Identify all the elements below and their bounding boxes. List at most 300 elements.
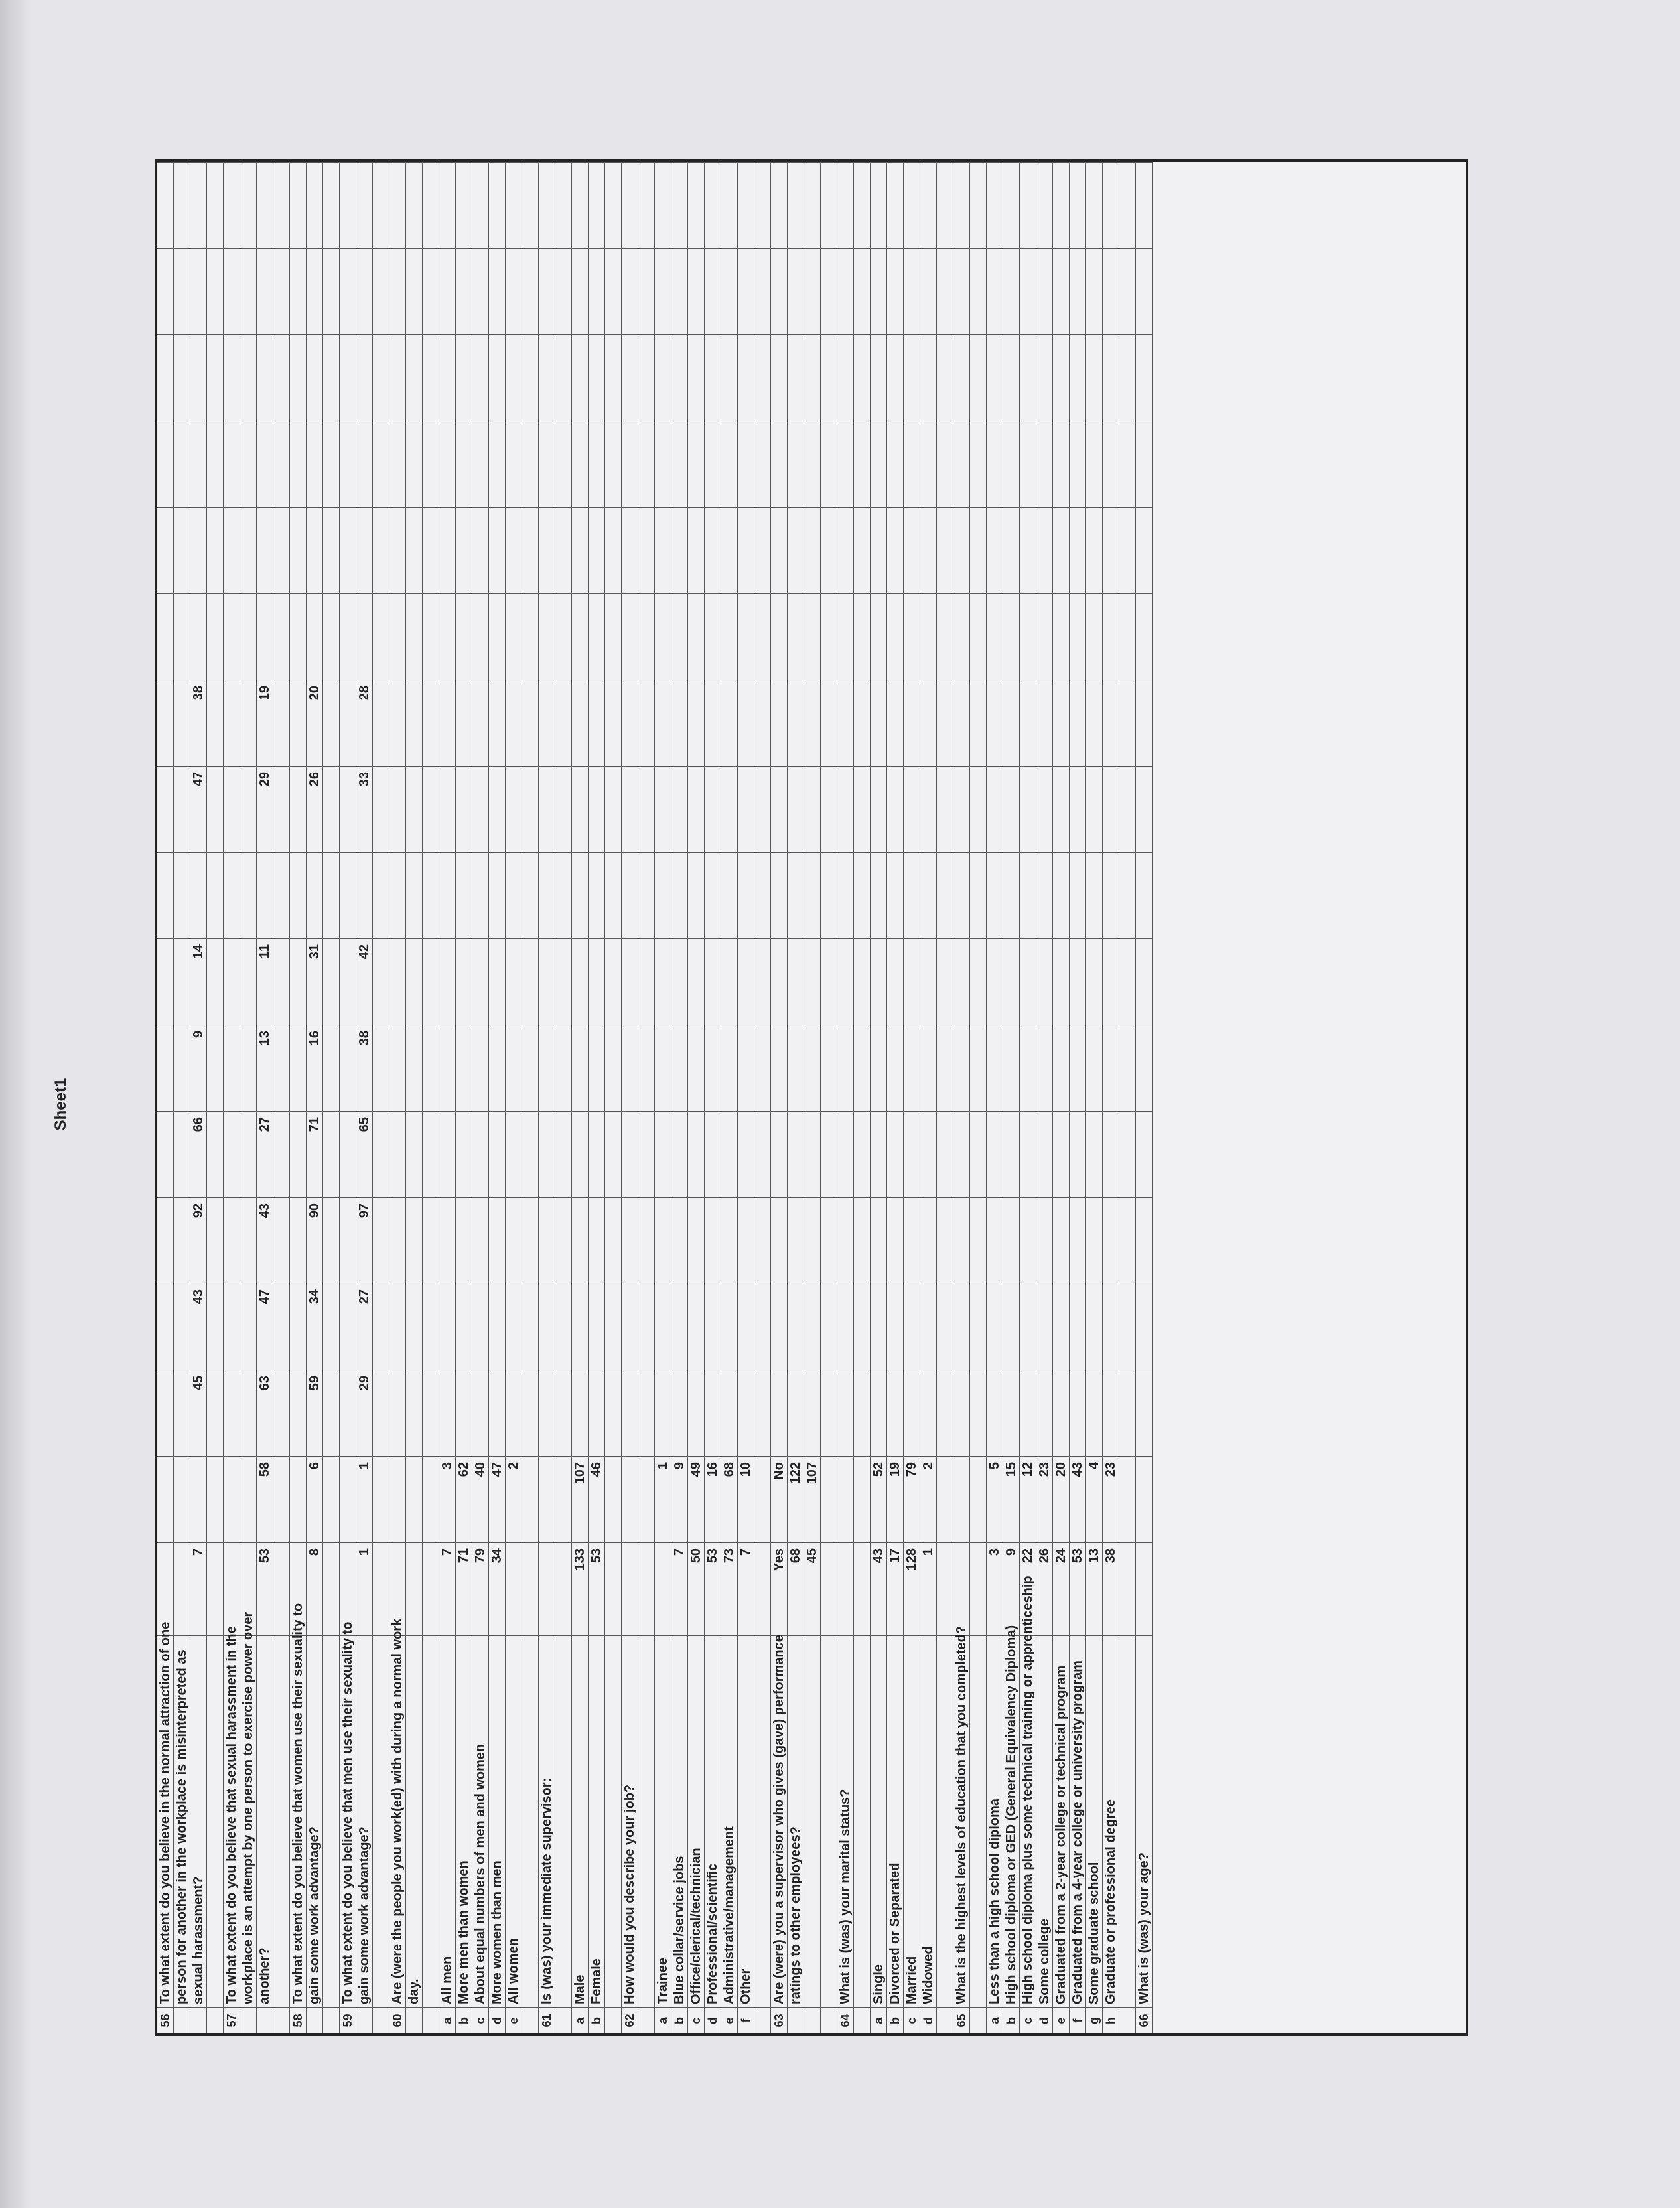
value-cell: 128 bbox=[904, 1542, 920, 1635]
value-cell bbox=[754, 766, 771, 852]
value-cell bbox=[655, 593, 671, 680]
value-cell bbox=[671, 507, 688, 593]
value-cell bbox=[406, 1456, 423, 1542]
row-label-cell: g bbox=[1086, 2007, 1103, 2033]
value-cell bbox=[373, 938, 389, 1025]
value-cell bbox=[273, 334, 290, 421]
value-cell bbox=[224, 1197, 240, 1284]
value-cell bbox=[406, 852, 423, 938]
value-cell bbox=[837, 334, 854, 421]
value-cell bbox=[655, 766, 671, 852]
value-cell bbox=[871, 852, 887, 938]
question-text-cell bbox=[804, 1635, 821, 2007]
value-cell bbox=[1119, 507, 1136, 593]
row-label-cell bbox=[937, 2007, 953, 2033]
row-label-cell: a bbox=[572, 2007, 589, 2033]
value-cell bbox=[439, 421, 456, 507]
row-label-cell bbox=[406, 2007, 423, 2033]
value-cell bbox=[240, 852, 257, 938]
value-cell bbox=[688, 248, 705, 334]
value-cell bbox=[788, 938, 804, 1025]
value-cell bbox=[854, 766, 871, 852]
value-cell bbox=[754, 334, 771, 421]
value-cell bbox=[920, 1025, 937, 1111]
value-cell bbox=[771, 248, 788, 334]
value-cell bbox=[837, 162, 854, 248]
value-cell bbox=[356, 159, 373, 162]
value-cell bbox=[157, 1284, 174, 1370]
value-cell bbox=[705, 938, 721, 1025]
value-cell bbox=[738, 159, 754, 162]
value-cell bbox=[638, 680, 655, 766]
value-cell bbox=[157, 248, 174, 334]
value-cell bbox=[1136, 248, 1153, 334]
value-cell bbox=[439, 852, 456, 938]
value-cell bbox=[190, 421, 207, 507]
value-cell bbox=[290, 852, 307, 938]
value-cell bbox=[389, 1542, 406, 1635]
value-cell bbox=[622, 680, 638, 766]
row-label-cell: 57 bbox=[224, 2007, 240, 2033]
value-cell bbox=[821, 1111, 837, 1197]
value-cell bbox=[1053, 421, 1070, 507]
value-cell: 2 bbox=[506, 1456, 522, 1542]
question-text-cell: another? bbox=[257, 1635, 273, 2007]
value-cell: 63 bbox=[257, 1370, 273, 1456]
value-cell bbox=[1136, 1111, 1153, 1197]
value-cell bbox=[705, 248, 721, 334]
value-cell bbox=[754, 1111, 771, 1197]
value-cell: 45 bbox=[190, 1370, 207, 1456]
value-cell bbox=[290, 507, 307, 593]
value-cell bbox=[257, 334, 273, 421]
value-cell bbox=[854, 334, 871, 421]
question-text-cell: Single bbox=[871, 1635, 887, 2007]
value-cell bbox=[771, 1197, 788, 1284]
value-cell: 7 bbox=[190, 1542, 207, 1635]
value-cell bbox=[920, 1284, 937, 1370]
value-cell bbox=[987, 1370, 1003, 1456]
value-cell bbox=[804, 1025, 821, 1111]
value-cell bbox=[904, 507, 920, 593]
row-label-cell: b bbox=[671, 2007, 688, 2033]
value-cell bbox=[655, 938, 671, 1025]
value-cell: 1 bbox=[356, 1542, 373, 1635]
value-cell bbox=[887, 159, 904, 162]
value-cell: 17 bbox=[887, 1542, 904, 1635]
value-cell bbox=[854, 938, 871, 1025]
question-text-cell: Graduated from a 4-year college or university program bbox=[1070, 1635, 1086, 2007]
value-cell bbox=[970, 159, 987, 162]
value-cell bbox=[1103, 507, 1119, 593]
value-cell bbox=[904, 1111, 920, 1197]
row-label-cell: 62 bbox=[622, 2007, 638, 2033]
value-cell bbox=[953, 1456, 970, 1542]
value-cell bbox=[273, 1284, 290, 1370]
value-cell bbox=[987, 938, 1003, 1025]
value-cell bbox=[290, 1542, 307, 1635]
value-cell bbox=[688, 162, 705, 248]
value-cell bbox=[622, 421, 638, 507]
value-cell bbox=[207, 1542, 224, 1635]
value-cell: Yes bbox=[771, 1542, 788, 1635]
value-cell: 107 bbox=[572, 1456, 589, 1542]
value-cell bbox=[373, 593, 389, 680]
value-cell bbox=[224, 1542, 240, 1635]
value-cell bbox=[439, 1284, 456, 1370]
value-cell bbox=[489, 593, 506, 680]
value-cell bbox=[1136, 593, 1153, 680]
value-cell bbox=[224, 766, 240, 852]
value-cell bbox=[273, 1456, 290, 1542]
value-cell bbox=[423, 248, 439, 334]
value-cell bbox=[489, 1111, 506, 1197]
value-cell bbox=[788, 421, 804, 507]
value-cell bbox=[854, 162, 871, 248]
value-cell bbox=[522, 162, 539, 248]
value-cell bbox=[273, 248, 290, 334]
value-cell bbox=[240, 593, 257, 680]
value-cell bbox=[1119, 1111, 1136, 1197]
value-cell: 33 bbox=[356, 766, 373, 852]
value-cell bbox=[572, 248, 589, 334]
value-cell bbox=[738, 1197, 754, 1284]
question-text-cell: Widowed bbox=[920, 1635, 937, 2007]
value-cell bbox=[356, 334, 373, 421]
value-cell bbox=[788, 334, 804, 421]
value-cell bbox=[705, 421, 721, 507]
value-cell bbox=[522, 852, 539, 938]
value-cell bbox=[323, 421, 340, 507]
value-cell bbox=[887, 1284, 904, 1370]
value-cell bbox=[1136, 334, 1153, 421]
value-cell bbox=[1103, 1370, 1119, 1456]
value-cell bbox=[904, 680, 920, 766]
value-cell bbox=[522, 159, 539, 162]
value-cell bbox=[1103, 938, 1119, 1025]
value-cell bbox=[539, 248, 555, 334]
value-cell bbox=[373, 766, 389, 852]
value-cell bbox=[953, 334, 970, 421]
value-cell bbox=[721, 1025, 738, 1111]
value-cell bbox=[1070, 852, 1086, 938]
value-cell: 9 bbox=[671, 1456, 688, 1542]
value-cell bbox=[754, 248, 771, 334]
value-cell bbox=[688, 1284, 705, 1370]
value-cell: 34 bbox=[307, 1284, 323, 1370]
value-cell bbox=[190, 1456, 207, 1542]
value-cell bbox=[953, 680, 970, 766]
row-label-cell: a bbox=[439, 2007, 456, 2033]
value-cell bbox=[1036, 248, 1053, 334]
value-cell bbox=[240, 159, 257, 162]
value-cell bbox=[655, 507, 671, 593]
value-cell bbox=[273, 1370, 290, 1456]
value-cell bbox=[904, 852, 920, 938]
value-cell bbox=[953, 1025, 970, 1111]
value-cell bbox=[754, 1284, 771, 1370]
value-cell: 3 bbox=[439, 1456, 456, 1542]
value-cell bbox=[688, 938, 705, 1025]
value-cell bbox=[340, 421, 356, 507]
value-cell bbox=[953, 1111, 970, 1197]
value-cell bbox=[240, 1284, 257, 1370]
value-cell bbox=[987, 162, 1003, 248]
value-cell bbox=[1053, 766, 1070, 852]
value-cell bbox=[1103, 593, 1119, 680]
value-cell bbox=[671, 852, 688, 938]
value-cell bbox=[721, 162, 738, 248]
value-cell bbox=[406, 938, 423, 1025]
value-cell bbox=[1020, 162, 1036, 248]
value-cell bbox=[622, 159, 638, 162]
value-cell bbox=[572, 507, 589, 593]
value-cell bbox=[821, 248, 837, 334]
value-cell: 3 bbox=[987, 1542, 1003, 1635]
value-cell: 58 bbox=[257, 1456, 273, 1542]
value-cell bbox=[1070, 421, 1086, 507]
value-cell bbox=[738, 766, 754, 852]
value-cell bbox=[539, 852, 555, 938]
value-cell bbox=[987, 766, 1003, 852]
value-cell bbox=[257, 593, 273, 680]
value-cell bbox=[987, 1111, 1003, 1197]
value-cell bbox=[904, 766, 920, 852]
value-cell bbox=[871, 1370, 887, 1456]
value-cell bbox=[987, 507, 1003, 593]
value-cell: 38 bbox=[1103, 1542, 1119, 1635]
value-cell bbox=[489, 680, 506, 766]
value-cell bbox=[373, 507, 389, 593]
question-text-cell: All women bbox=[506, 1635, 522, 2007]
value-cell bbox=[522, 421, 539, 507]
value-cell bbox=[1136, 938, 1153, 1025]
value-cell bbox=[240, 162, 257, 248]
value-cell bbox=[456, 1284, 472, 1370]
value-cell bbox=[589, 593, 605, 680]
question-text-cell: day. bbox=[406, 1635, 423, 2007]
value-cell bbox=[1103, 852, 1119, 938]
value-cell bbox=[406, 593, 423, 680]
value-cell bbox=[721, 680, 738, 766]
value-cell bbox=[788, 1284, 804, 1370]
value-cell bbox=[472, 162, 489, 248]
value-cell bbox=[1036, 680, 1053, 766]
value-cell bbox=[307, 852, 323, 938]
value-cell bbox=[1036, 1111, 1053, 1197]
value-cell bbox=[721, 766, 738, 852]
value-cell bbox=[489, 1025, 506, 1111]
value-cell bbox=[1036, 159, 1053, 162]
value-cell bbox=[837, 159, 854, 162]
value-cell bbox=[970, 852, 987, 938]
value-cell bbox=[771, 159, 788, 162]
value-cell bbox=[920, 248, 937, 334]
value-cell bbox=[638, 938, 655, 1025]
value-cell: 16 bbox=[705, 1456, 721, 1542]
value-cell bbox=[953, 162, 970, 248]
value-cell bbox=[1053, 852, 1070, 938]
value-cell bbox=[821, 421, 837, 507]
value-cell bbox=[257, 162, 273, 248]
row-label-cell bbox=[190, 2007, 207, 2033]
value-cell bbox=[340, 1542, 356, 1635]
value-cell bbox=[1020, 334, 1036, 421]
value-cell bbox=[174, 162, 190, 248]
value-cell bbox=[307, 248, 323, 334]
question-text-cell: To what extent do you believe that women use their sexuality to bbox=[290, 1635, 307, 2007]
value-cell: 43 bbox=[1070, 1456, 1086, 1542]
value-cell bbox=[1020, 593, 1036, 680]
value-cell bbox=[589, 1111, 605, 1197]
value-cell bbox=[821, 1025, 837, 1111]
value-cell bbox=[389, 1197, 406, 1284]
value-cell bbox=[821, 938, 837, 1025]
value-cell bbox=[157, 852, 174, 938]
value-cell: 42 bbox=[356, 938, 373, 1025]
question-text-cell bbox=[423, 1635, 439, 2007]
value-cell bbox=[1086, 1111, 1103, 1197]
value-cell bbox=[307, 507, 323, 593]
value-cell bbox=[671, 1111, 688, 1197]
value-cell bbox=[489, 1284, 506, 1370]
value-cell bbox=[555, 852, 572, 938]
value-cell: 122 bbox=[788, 1456, 804, 1542]
value-cell bbox=[953, 159, 970, 162]
value-cell bbox=[157, 1197, 174, 1284]
value-cell: 9 bbox=[1003, 1542, 1020, 1635]
value-cell bbox=[655, 1370, 671, 1456]
value-cell bbox=[589, 421, 605, 507]
question-text-cell: gain some work advantage? bbox=[307, 1635, 323, 2007]
value-cell bbox=[1053, 1284, 1070, 1370]
value-cell bbox=[340, 593, 356, 680]
value-cell bbox=[522, 593, 539, 680]
value-cell bbox=[340, 1456, 356, 1542]
value-cell bbox=[555, 162, 572, 248]
value-cell bbox=[970, 593, 987, 680]
value-cell bbox=[788, 852, 804, 938]
value-cell: 13 bbox=[257, 1025, 273, 1111]
value-cell bbox=[837, 938, 854, 1025]
value-cell bbox=[721, 248, 738, 334]
value-cell bbox=[970, 334, 987, 421]
value-cell bbox=[1003, 159, 1020, 162]
value-cell bbox=[937, 680, 953, 766]
value-cell bbox=[788, 766, 804, 852]
value-cell bbox=[804, 1197, 821, 1284]
value-cell bbox=[705, 1197, 721, 1284]
value-cell: 53 bbox=[257, 1542, 273, 1635]
value-cell bbox=[804, 1284, 821, 1370]
value-cell bbox=[439, 1370, 456, 1456]
value-cell bbox=[539, 1111, 555, 1197]
question-text-cell: Blue collar/service jobs bbox=[671, 1635, 688, 2007]
value-cell bbox=[472, 766, 489, 852]
value-cell bbox=[157, 421, 174, 507]
value-cell bbox=[589, 159, 605, 162]
value-cell: 16 bbox=[307, 1025, 323, 1111]
value-cell bbox=[439, 1197, 456, 1284]
page-edge bbox=[0, 0, 32, 2208]
value-cell bbox=[1136, 1542, 1153, 1635]
value-cell bbox=[1119, 1370, 1136, 1456]
value-cell bbox=[522, 1111, 539, 1197]
value-cell bbox=[804, 938, 821, 1025]
value-cell bbox=[622, 248, 638, 334]
value-cell: 7 bbox=[671, 1542, 688, 1635]
value-cell bbox=[1103, 162, 1119, 248]
value-cell bbox=[622, 766, 638, 852]
value-cell bbox=[671, 593, 688, 680]
value-cell bbox=[522, 334, 539, 421]
value-cell bbox=[721, 938, 738, 1025]
value-cell bbox=[323, 680, 340, 766]
value-cell bbox=[489, 852, 506, 938]
value-cell bbox=[721, 334, 738, 421]
question-text-cell: Administrative/management bbox=[721, 1635, 738, 2007]
value-cell bbox=[389, 1284, 406, 1370]
value-cell bbox=[738, 1370, 754, 1456]
value-cell bbox=[688, 1370, 705, 1456]
value-cell bbox=[356, 593, 373, 680]
value-cell: 47 bbox=[190, 766, 207, 852]
value-cell bbox=[1136, 507, 1153, 593]
value-cell bbox=[406, 1197, 423, 1284]
value-cell bbox=[638, 1284, 655, 1370]
value-cell bbox=[987, 248, 1003, 334]
value-cell bbox=[1020, 766, 1036, 852]
value-cell bbox=[240, 1197, 257, 1284]
value-cell bbox=[688, 1025, 705, 1111]
question-text-cell bbox=[970, 1635, 987, 2007]
value-cell bbox=[771, 334, 788, 421]
value-cell bbox=[804, 593, 821, 680]
value-cell bbox=[456, 1025, 472, 1111]
value-cell bbox=[207, 1111, 224, 1197]
row-label-cell bbox=[638, 2007, 655, 2033]
value-cell bbox=[472, 1284, 489, 1370]
question-text-cell: What is (was) your age? bbox=[1136, 1635, 1153, 2007]
value-cell bbox=[920, 334, 937, 421]
value-cell bbox=[1086, 766, 1103, 852]
question-text-cell bbox=[854, 1635, 871, 2007]
value-cell bbox=[555, 1111, 572, 1197]
value-cell bbox=[953, 766, 970, 852]
row-label-cell: d bbox=[489, 2007, 506, 2033]
value-cell bbox=[837, 593, 854, 680]
value-cell bbox=[937, 1025, 953, 1111]
value-cell bbox=[970, 1284, 987, 1370]
value-cell bbox=[605, 162, 622, 248]
value-cell: 53 bbox=[1070, 1542, 1086, 1635]
value-cell: 14 bbox=[190, 938, 207, 1025]
value-cell bbox=[423, 938, 439, 1025]
value-cell bbox=[572, 680, 589, 766]
value-cell: 62 bbox=[456, 1456, 472, 1542]
value-cell: 45 bbox=[804, 1542, 821, 1635]
value-cell bbox=[555, 334, 572, 421]
value-cell bbox=[655, 1542, 671, 1635]
value-cell bbox=[738, 1025, 754, 1111]
value-cell bbox=[1020, 248, 1036, 334]
value-cell bbox=[1070, 593, 1086, 680]
value-cell bbox=[705, 1370, 721, 1456]
value-cell bbox=[456, 680, 472, 766]
value-cell bbox=[207, 1370, 224, 1456]
value-cell bbox=[821, 334, 837, 421]
value-cell bbox=[937, 1197, 953, 1284]
